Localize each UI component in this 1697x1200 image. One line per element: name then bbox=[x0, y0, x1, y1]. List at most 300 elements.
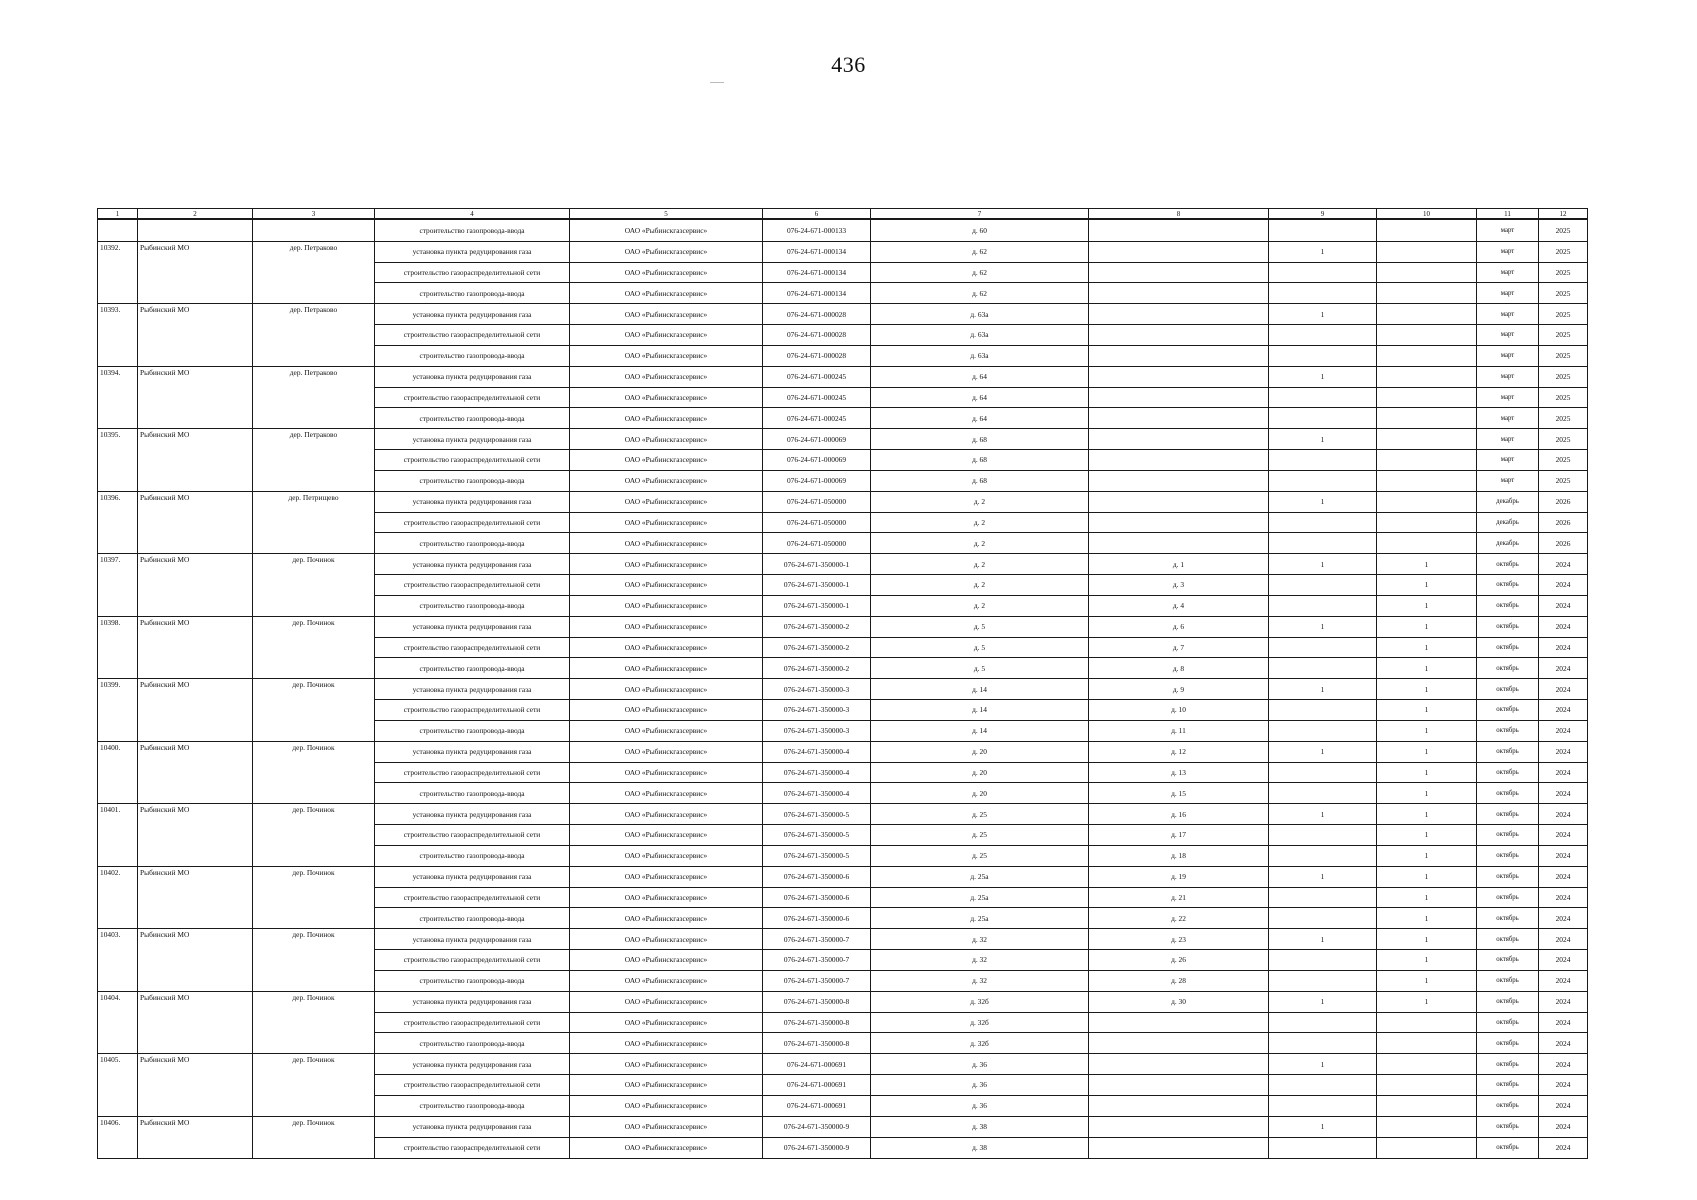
object-code-cell: 076-24-671-350000-7 bbox=[763, 970, 871, 991]
house-number-cell: д. 25 bbox=[871, 845, 1089, 866]
organization-cell: ОАО «Рыбинскгазсервис» bbox=[570, 366, 763, 387]
row-number-cell bbox=[98, 325, 138, 346]
object-code-cell: 076-24-671-350000-8 bbox=[763, 1012, 871, 1033]
work-type-cell: установка пункта редуцирования газа bbox=[375, 991, 570, 1012]
col10-value-cell: 1 bbox=[1377, 825, 1477, 846]
year-cell: 2024 bbox=[1539, 991, 1588, 1012]
month-cell: октябрь bbox=[1477, 554, 1539, 575]
table-row bbox=[98, 470, 1588, 491]
col8-value-cell: д. 18 bbox=[1089, 845, 1269, 866]
settlement-cell: дер. Починок bbox=[253, 866, 375, 887]
col9-value-cell bbox=[1269, 533, 1377, 554]
table-row bbox=[98, 700, 1588, 721]
col10-value-cell: 1 bbox=[1377, 887, 1477, 908]
row-number-cell bbox=[98, 762, 138, 783]
organization-cell: ОАО «Рыбинскгазсервис» bbox=[570, 554, 763, 575]
organization-cell: ОАО «Рыбинскгазсервис» bbox=[570, 262, 763, 283]
col8-value-cell bbox=[1089, 1012, 1269, 1033]
work-type-cell: установка пункта редуцирования газа bbox=[375, 554, 570, 575]
row-number-cell: 10403. bbox=[98, 929, 138, 950]
row-number-cell bbox=[98, 450, 138, 471]
col9-value-cell: 1 bbox=[1269, 616, 1377, 637]
row-number-cell: 10393. bbox=[98, 304, 138, 325]
year-cell: 2024 bbox=[1539, 700, 1588, 721]
col10-value-cell bbox=[1377, 1033, 1477, 1054]
row-number-cell bbox=[98, 575, 138, 596]
organization-cell: ОАО «Рыбинскгазсервис» bbox=[570, 387, 763, 408]
year-cell: 2024 bbox=[1539, 720, 1588, 741]
col9-value-cell bbox=[1269, 512, 1377, 533]
settlement-cell: дер. Петраково bbox=[253, 366, 375, 387]
house-number-cell: д. 5 bbox=[871, 637, 1089, 658]
col9-value-cell: 1 bbox=[1269, 866, 1377, 887]
table-row bbox=[98, 219, 1588, 241]
settlement-cell bbox=[253, 970, 375, 991]
col9-value-cell bbox=[1269, 219, 1377, 241]
table-row bbox=[98, 658, 1588, 679]
municipality-cell bbox=[138, 887, 253, 908]
col-header: 10 bbox=[1377, 209, 1477, 220]
object-code-cell: 076-24-671-350000-3 bbox=[763, 700, 871, 721]
settlement-cell bbox=[253, 845, 375, 866]
year-cell: 2025 bbox=[1539, 450, 1588, 471]
settlement-cell bbox=[253, 533, 375, 554]
month-cell: октябрь bbox=[1477, 1137, 1539, 1158]
col9-value-cell: 1 bbox=[1269, 679, 1377, 700]
col9-value-cell bbox=[1269, 637, 1377, 658]
month-cell: декабрь bbox=[1477, 491, 1539, 512]
col-header: 8 bbox=[1089, 209, 1269, 220]
house-number-cell: д. 63а bbox=[871, 304, 1089, 325]
col9-value-cell bbox=[1269, 1137, 1377, 1158]
work-type-cell: строительство газопровода-ввода bbox=[375, 595, 570, 616]
col10-value-cell: 1 bbox=[1377, 970, 1477, 991]
municipality-cell bbox=[138, 845, 253, 866]
col8-value-cell: д. 17 bbox=[1089, 825, 1269, 846]
work-type-cell: строительство газораспределительной сети bbox=[375, 450, 570, 471]
table-row bbox=[98, 345, 1588, 366]
house-number-cell: д. 20 bbox=[871, 741, 1089, 762]
object-code-cell: 076-24-671-350000-7 bbox=[763, 950, 871, 971]
work-type-cell: установка пункта редуцирования газа bbox=[375, 1116, 570, 1137]
month-cell: март bbox=[1477, 345, 1539, 366]
object-code-cell: 076-24-671-350000-4 bbox=[763, 741, 871, 762]
row-number-cell bbox=[98, 283, 138, 304]
organization-cell: ОАО «Рыбинскгазсервис» bbox=[570, 700, 763, 721]
organization-cell: ОАО «Рыбинскгазсервис» bbox=[570, 1137, 763, 1158]
organization-cell: ОАО «Рыбинскгазсервис» bbox=[570, 533, 763, 554]
organization-cell: ОАО «Рыбинскгазсервис» bbox=[570, 470, 763, 491]
organization-cell: ОАО «Рыбинскгазсервис» bbox=[570, 512, 763, 533]
row-number-cell bbox=[98, 408, 138, 429]
municipality-cell: Рыбинский МО bbox=[138, 929, 253, 950]
work-type-cell: строительство газопровода-ввода bbox=[375, 658, 570, 679]
row-number-cell bbox=[98, 1075, 138, 1096]
row-number-cell bbox=[98, 950, 138, 971]
col9-value-cell bbox=[1269, 595, 1377, 616]
year-cell: 2024 bbox=[1539, 554, 1588, 575]
house-number-cell: д. 64 bbox=[871, 408, 1089, 429]
object-code-cell: 076-24-671-350000-9 bbox=[763, 1116, 871, 1137]
work-type-cell: строительство газораспределительной сети bbox=[375, 325, 570, 346]
organization-cell: ОАО «Рыбинскгазсервис» bbox=[570, 991, 763, 1012]
table-row bbox=[98, 533, 1588, 554]
work-type-cell: строительство газораспределительной сети bbox=[375, 825, 570, 846]
house-number-cell: д. 38 bbox=[871, 1137, 1089, 1158]
col8-value-cell bbox=[1089, 450, 1269, 471]
month-cell: октябрь bbox=[1477, 700, 1539, 721]
month-cell: март bbox=[1477, 241, 1539, 262]
table-row bbox=[98, 908, 1588, 929]
work-type-cell: строительство газораспределительной сети bbox=[375, 512, 570, 533]
settlement-cell bbox=[253, 387, 375, 408]
month-cell: декабрь bbox=[1477, 512, 1539, 533]
col10-value-cell bbox=[1377, 262, 1477, 283]
col8-value-cell: д. 11 bbox=[1089, 720, 1269, 741]
work-type-cell: установка пункта редуцирования газа bbox=[375, 491, 570, 512]
work-type-cell: строительство газораспределительной сети bbox=[375, 762, 570, 783]
house-number-cell: д. 25 bbox=[871, 825, 1089, 846]
col10-value-cell bbox=[1377, 491, 1477, 512]
col8-value-cell: д. 21 bbox=[1089, 887, 1269, 908]
row-number-cell bbox=[98, 345, 138, 366]
settlement-cell bbox=[253, 470, 375, 491]
municipality-cell bbox=[138, 658, 253, 679]
col10-value-cell: 1 bbox=[1377, 783, 1477, 804]
object-code-cell: 076-24-671-350000-4 bbox=[763, 783, 871, 804]
col8-value-cell bbox=[1089, 512, 1269, 533]
month-cell: март bbox=[1477, 429, 1539, 450]
month-cell: октябрь bbox=[1477, 1116, 1539, 1137]
table-row bbox=[98, 929, 1588, 950]
month-cell: март bbox=[1477, 283, 1539, 304]
col10-value-cell bbox=[1377, 512, 1477, 533]
col9-value-cell bbox=[1269, 700, 1377, 721]
col9-value-cell bbox=[1269, 450, 1377, 471]
work-type-cell: строительство газопровода-ввода bbox=[375, 283, 570, 304]
table-row bbox=[98, 325, 1588, 346]
settlement-cell bbox=[253, 700, 375, 721]
settlement-cell bbox=[253, 825, 375, 846]
house-number-cell: д. 63а bbox=[871, 325, 1089, 346]
table-row bbox=[98, 283, 1588, 304]
municipality-cell bbox=[138, 950, 253, 971]
col8-value-cell: д. 4 bbox=[1089, 595, 1269, 616]
col-header: 4 bbox=[375, 209, 570, 220]
col10-value-cell: 1 bbox=[1377, 950, 1477, 971]
house-number-cell: д. 62 bbox=[871, 283, 1089, 304]
year-cell: 2024 bbox=[1539, 1116, 1588, 1137]
year-cell: 2025 bbox=[1539, 219, 1588, 241]
col-header: 6 bbox=[763, 209, 871, 220]
year-cell: 2026 bbox=[1539, 491, 1588, 512]
row-number-cell bbox=[98, 595, 138, 616]
settlement-cell bbox=[253, 262, 375, 283]
municipality-cell bbox=[138, 219, 253, 241]
col8-value-cell bbox=[1089, 470, 1269, 491]
col9-value-cell: 1 bbox=[1269, 1116, 1377, 1137]
col10-value-cell: 1 bbox=[1377, 908, 1477, 929]
house-number-cell: д. 14 bbox=[871, 700, 1089, 721]
year-cell: 2024 bbox=[1539, 783, 1588, 804]
table-row bbox=[98, 429, 1588, 450]
organization-cell: ОАО «Рыбинскгазсервис» bbox=[570, 741, 763, 762]
object-code-cell: 076-24-671-350000-4 bbox=[763, 762, 871, 783]
col10-value-cell: 1 bbox=[1377, 700, 1477, 721]
year-cell: 2024 bbox=[1539, 616, 1588, 637]
month-cell: октябрь bbox=[1477, 908, 1539, 929]
col9-value-cell: 1 bbox=[1269, 366, 1377, 387]
organization-cell: ОАО «Рыбинскгазсервис» bbox=[570, 450, 763, 471]
row-number-cell bbox=[98, 887, 138, 908]
year-cell: 2024 bbox=[1539, 950, 1588, 971]
row-number-cell: 10402. bbox=[98, 866, 138, 887]
col9-value-cell: 1 bbox=[1269, 241, 1377, 262]
work-type-cell: строительство газораспределительной сети bbox=[375, 1075, 570, 1096]
col10-value-cell bbox=[1377, 470, 1477, 491]
table-row bbox=[98, 637, 1588, 658]
year-cell: 2024 bbox=[1539, 970, 1588, 991]
municipality-cell bbox=[138, 1075, 253, 1096]
municipality-cell: Рыбинский МО bbox=[138, 616, 253, 637]
work-type-cell: строительство газораспределительной сети bbox=[375, 700, 570, 721]
col10-value-cell: 1 bbox=[1377, 762, 1477, 783]
object-code-cell: 076-24-671-350000-1 bbox=[763, 575, 871, 596]
municipality-cell bbox=[138, 1033, 253, 1054]
table-row bbox=[98, 512, 1588, 533]
year-cell: 2024 bbox=[1539, 866, 1588, 887]
municipality-cell bbox=[138, 470, 253, 491]
row-number-cell bbox=[98, 1033, 138, 1054]
col8-value-cell bbox=[1089, 387, 1269, 408]
col10-value-cell bbox=[1377, 408, 1477, 429]
organization-cell: ОАО «Рыбинскгазсервис» bbox=[570, 1054, 763, 1075]
municipality-cell: Рыбинский МО bbox=[138, 366, 253, 387]
table-row bbox=[98, 970, 1588, 991]
month-cell: октябрь bbox=[1477, 1012, 1539, 1033]
municipality-cell: Рыбинский МО bbox=[138, 491, 253, 512]
year-cell: 2025 bbox=[1539, 325, 1588, 346]
work-type-cell: строительство газопровода-ввода bbox=[375, 470, 570, 491]
col10-value-cell: 1 bbox=[1377, 804, 1477, 825]
col8-value-cell: д. 28 bbox=[1089, 970, 1269, 991]
month-cell: март bbox=[1477, 387, 1539, 408]
col10-value-cell: 1 bbox=[1377, 866, 1477, 887]
settlement-cell: дер. Починок bbox=[253, 1054, 375, 1075]
object-code-cell: 076-24-671-050000 bbox=[763, 491, 871, 512]
table-row bbox=[98, 1075, 1588, 1096]
object-code-cell: 076-24-671-000245 bbox=[763, 366, 871, 387]
col9-value-cell bbox=[1269, 1033, 1377, 1054]
month-cell: октябрь bbox=[1477, 658, 1539, 679]
work-type-cell: строительство газораспределительной сети bbox=[375, 575, 570, 596]
house-number-cell: д. 2 bbox=[871, 575, 1089, 596]
object-code-cell: 076-24-671-000134 bbox=[763, 283, 871, 304]
table-row bbox=[98, 1033, 1588, 1054]
row-number-cell: 10404. bbox=[98, 991, 138, 1012]
col9-value-cell: 1 bbox=[1269, 1054, 1377, 1075]
organization-cell: ОАО «Рыбинскгазсервис» bbox=[570, 908, 763, 929]
municipality-cell: Рыбинский МО bbox=[138, 679, 253, 700]
month-cell: октябрь bbox=[1477, 741, 1539, 762]
col8-value-cell: д. 8 bbox=[1089, 658, 1269, 679]
municipality-cell: Рыбинский МО bbox=[138, 241, 253, 262]
municipality-cell: Рыбинский МО bbox=[138, 1054, 253, 1075]
object-code-cell: 076-24-671-350000-1 bbox=[763, 554, 871, 575]
month-cell: март bbox=[1477, 304, 1539, 325]
row-number-cell bbox=[98, 387, 138, 408]
object-code-cell: 076-24-671-350000-5 bbox=[763, 825, 871, 846]
year-cell: 2025 bbox=[1539, 262, 1588, 283]
settlement-cell bbox=[253, 575, 375, 596]
month-cell: март bbox=[1477, 262, 1539, 283]
work-type-cell: строительство газораспределительной сети bbox=[375, 387, 570, 408]
organization-cell: ОАО «Рыбинскгазсервис» bbox=[570, 1012, 763, 1033]
col10-value-cell: 1 bbox=[1377, 575, 1477, 596]
row-number-cell bbox=[98, 825, 138, 846]
col9-value-cell bbox=[1269, 283, 1377, 304]
col8-value-cell: д. 13 bbox=[1089, 762, 1269, 783]
organization-cell: ОАО «Рыбинскгазсервис» bbox=[570, 491, 763, 512]
organization-cell: ОАО «Рыбинскгазсервис» bbox=[570, 575, 763, 596]
object-code-cell: 076-24-671-000069 bbox=[763, 450, 871, 471]
house-number-cell: д. 25 bbox=[871, 804, 1089, 825]
municipality-cell bbox=[138, 283, 253, 304]
municipality-cell bbox=[138, 1095, 253, 1116]
municipality-cell: Рыбинский МО bbox=[138, 554, 253, 575]
col10-value-cell: 1 bbox=[1377, 637, 1477, 658]
settlement-cell bbox=[253, 219, 375, 241]
month-cell: октябрь bbox=[1477, 762, 1539, 783]
month-cell: октябрь bbox=[1477, 595, 1539, 616]
month-cell: март bbox=[1477, 470, 1539, 491]
col9-value-cell bbox=[1269, 1012, 1377, 1033]
work-type-cell: установка пункта редуцирования газа bbox=[375, 866, 570, 887]
house-number-cell: д. 68 bbox=[871, 450, 1089, 471]
table-row bbox=[98, 366, 1588, 387]
month-cell: декабрь bbox=[1477, 533, 1539, 554]
month-cell: октябрь bbox=[1477, 950, 1539, 971]
settlement-cell bbox=[253, 720, 375, 741]
col10-value-cell: 1 bbox=[1377, 679, 1477, 700]
col8-value-cell bbox=[1089, 283, 1269, 304]
month-cell: октябрь bbox=[1477, 825, 1539, 846]
table-row bbox=[98, 304, 1588, 325]
col9-value-cell bbox=[1269, 845, 1377, 866]
organization-cell: ОАО «Рыбинскгазсервис» bbox=[570, 658, 763, 679]
col10-value-cell bbox=[1377, 1116, 1477, 1137]
col8-value-cell: д. 7 bbox=[1089, 637, 1269, 658]
work-type-cell: установка пункта редуцирования газа bbox=[375, 804, 570, 825]
object-code-cell: 076-24-671-350000-6 bbox=[763, 887, 871, 908]
row-number-cell: 10395. bbox=[98, 429, 138, 450]
work-type-cell: строительство газопровода-ввода bbox=[375, 533, 570, 554]
municipality-cell bbox=[138, 387, 253, 408]
col-header: 5 bbox=[570, 209, 763, 220]
organization-cell: ОАО «Рыбинскгазсервис» bbox=[570, 219, 763, 241]
table-row bbox=[98, 950, 1588, 971]
settlement-cell: дер. Петраково bbox=[253, 304, 375, 325]
col10-value-cell bbox=[1377, 1054, 1477, 1075]
house-number-cell: д. 14 bbox=[871, 720, 1089, 741]
col8-value-cell bbox=[1089, 366, 1269, 387]
table-row bbox=[98, 866, 1588, 887]
settlement-cell bbox=[253, 762, 375, 783]
settlement-cell: дер. Петраково bbox=[253, 241, 375, 262]
month-cell: октябрь bbox=[1477, 1075, 1539, 1096]
row-number-cell: 10399. bbox=[98, 679, 138, 700]
house-number-cell: д. 36 bbox=[871, 1054, 1089, 1075]
gasification-register-table bbox=[97, 208, 1588, 1159]
col10-value-cell bbox=[1377, 219, 1477, 241]
settlement-cell bbox=[253, 783, 375, 804]
col10-value-cell bbox=[1377, 345, 1477, 366]
settlement-cell bbox=[253, 408, 375, 429]
column-number-header bbox=[98, 209, 1588, 220]
municipality-cell bbox=[138, 1012, 253, 1033]
organization-cell: ОАО «Рыбинскгазсервис» bbox=[570, 679, 763, 700]
settlement-cell bbox=[253, 950, 375, 971]
col10-value-cell: 1 bbox=[1377, 595, 1477, 616]
col9-value-cell: 1 bbox=[1269, 554, 1377, 575]
year-cell: 2024 bbox=[1539, 804, 1588, 825]
col9-value-cell bbox=[1269, 262, 1377, 283]
col10-value-cell bbox=[1377, 241, 1477, 262]
col9-value-cell: 1 bbox=[1269, 429, 1377, 450]
object-code-cell: 076-24-671-350000-5 bbox=[763, 804, 871, 825]
municipality-cell bbox=[138, 533, 253, 554]
municipality-cell: Рыбинский МО bbox=[138, 804, 253, 825]
col9-value-cell bbox=[1269, 950, 1377, 971]
year-cell: 2025 bbox=[1539, 429, 1588, 450]
col10-value-cell bbox=[1377, 533, 1477, 554]
house-number-cell: д. 20 bbox=[871, 762, 1089, 783]
col9-value-cell bbox=[1269, 1075, 1377, 1096]
year-cell: 2024 bbox=[1539, 637, 1588, 658]
settlement-cell bbox=[253, 908, 375, 929]
col-header: 1 bbox=[98, 209, 138, 220]
year-cell: 2026 bbox=[1539, 533, 1588, 554]
col8-value-cell bbox=[1089, 1054, 1269, 1075]
object-code-cell: 076-24-671-000691 bbox=[763, 1075, 871, 1096]
house-number-cell: д. 60 bbox=[871, 219, 1089, 241]
month-cell: март bbox=[1477, 219, 1539, 241]
house-number-cell: д. 25а bbox=[871, 866, 1089, 887]
organization-cell: ОАО «Рыбинскгазсервис» bbox=[570, 950, 763, 971]
year-cell: 2024 bbox=[1539, 887, 1588, 908]
col8-value-cell: д. 10 bbox=[1089, 700, 1269, 721]
row-number-cell bbox=[98, 1095, 138, 1116]
col9-value-cell bbox=[1269, 720, 1377, 741]
row-number-cell: 10394. bbox=[98, 366, 138, 387]
table-row bbox=[98, 741, 1588, 762]
house-number-cell: д. 2 bbox=[871, 491, 1089, 512]
house-number-cell: д. 5 bbox=[871, 616, 1089, 637]
col10-value-cell bbox=[1377, 450, 1477, 471]
year-cell: 2025 bbox=[1539, 470, 1588, 491]
col-header: 9 bbox=[1269, 209, 1377, 220]
col10-value-cell: 1 bbox=[1377, 991, 1477, 1012]
object-code-cell: 076-24-671-000133 bbox=[763, 219, 871, 241]
work-type-cell: установка пункта редуцирования газа bbox=[375, 429, 570, 450]
month-cell: октябрь bbox=[1477, 1033, 1539, 1054]
settlement-cell bbox=[253, 450, 375, 471]
table-row bbox=[98, 887, 1588, 908]
table-row bbox=[98, 991, 1588, 1012]
settlement-cell: дер. Починок bbox=[253, 616, 375, 637]
object-code-cell: 076-24-671-000245 bbox=[763, 408, 871, 429]
house-number-cell: д. 25а bbox=[871, 887, 1089, 908]
